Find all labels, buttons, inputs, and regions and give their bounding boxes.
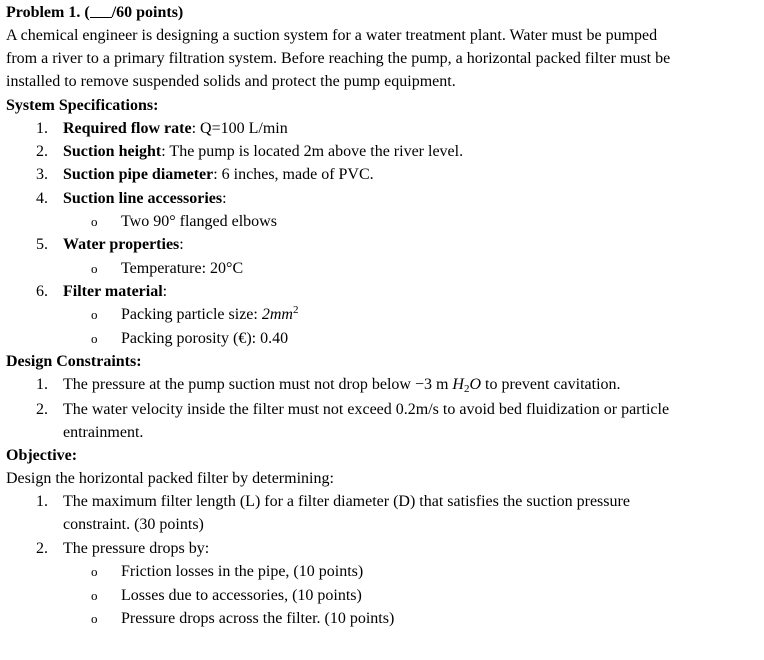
bullet-icon: o: [91, 588, 98, 603]
problem-label: Problem 1.: [6, 4, 81, 21]
points-open: (: [84, 4, 90, 21]
spec-label: Suction height: [63, 143, 162, 160]
constraint-text: The water velocity inside the filter must not exceed 0.2m/s to avoid bed fluidization or particle: [63, 401, 670, 418]
intro-line-1: A chemical engineer is designing a suction system for a water treatment plant. Water must be pumped: [6, 27, 658, 44]
spec-value: Q=100 L/min: [196, 120, 288, 137]
spec-sep: :: [161, 143, 166, 160]
bullet-icon: o: [91, 611, 98, 626]
constraint-text: The pressure at the pump suction must not drop below −3 m: [63, 376, 453, 393]
sub-item-text: Packing particle size:: [121, 306, 262, 323]
spec-label: Filter material: [63, 283, 163, 300]
spec-value: 6 inches, made of PVC.: [217, 166, 374, 183]
particle-size-exponent: 2: [292, 304, 299, 316]
objective-text: The maximum filter length (L) for a filter diameter (D) that satisfies the suction pressure: [63, 493, 630, 510]
sub-item-text: Losses due to accessories, (10 points): [121, 587, 362, 604]
sub-item-text: Temperature: 20°C: [121, 260, 244, 277]
spec-value: The pump is located 2m above the river level.: [165, 143, 464, 160]
water-formula-sub: 2: [463, 383, 470, 395]
constraint-number: 2.: [36, 401, 48, 418]
water-formula-o: O: [469, 376, 482, 393]
constraints-heading: Design Constraints:: [6, 353, 142, 370]
sub-item-text: Friction losses in the pipe, (10 points): [121, 563, 364, 580]
spec-number: 4.: [36, 190, 48, 207]
points-blank: [90, 3, 112, 18]
problem-title: [6, 3, 183, 23]
bullet-icon: o: [91, 307, 98, 322]
constraint-number: 1.: [36, 376, 48, 393]
particle-size-math: 2mm: [261, 306, 293, 323]
spec-sep: :: [179, 236, 184, 253]
water-formula-h: H: [452, 376, 464, 393]
specs-heading: System Specifications:: [6, 97, 159, 114]
spec-number: 5.: [36, 236, 48, 253]
objective-heading: Objective:: [6, 447, 78, 464]
objective-text-cont: constraint. (30 points): [63, 516, 204, 533]
sub-item-text: Packing porosity (€): 0.40: [121, 330, 289, 347]
constraint-text-end: to prevent cavitation.: [481, 376, 621, 393]
constraint-text-cont: entrainment.: [63, 424, 144, 441]
objective-number: 1.: [36, 493, 48, 510]
spec-number: 3.: [36, 166, 48, 183]
spec-label: Suction pipe diameter: [63, 166, 214, 183]
bullet-icon: o: [91, 261, 98, 276]
spec-sep: :: [222, 190, 227, 207]
spec-sep: :: [213, 166, 218, 183]
objective-intro: Design the horizontal packed filter by determining:: [6, 470, 334, 487]
spec-label: Required flow rate: [63, 120, 192, 137]
points-total: /60 points): [111, 4, 184, 21]
bullet-icon: o: [91, 331, 98, 346]
spec-label: Water properties: [63, 236, 180, 253]
objective-text: The pressure drops by:: [63, 540, 210, 557]
spec-label: Suction line accessories: [63, 190, 223, 207]
spec-sep: :: [162, 283, 168, 300]
spec-sep: :: [191, 120, 197, 137]
spec-number: 1.: [36, 120, 48, 137]
spec-number: 6.: [36, 283, 48, 300]
bullet-icon: o: [91, 564, 98, 579]
bullet-icon: o: [91, 214, 98, 229]
sub-item-text: Two 90° flanged elbows: [121, 213, 277, 230]
intro-line-3: installed to remove suspended solids and protect the pump equipment.: [6, 73, 456, 90]
sub-item-text: Pressure drops across the filter. (10 points): [121, 610, 395, 627]
spec-number: 2.: [36, 143, 48, 160]
objective-number: 2.: [36, 540, 48, 557]
intro-line-2: from a river to a primary filtration system. Before reaching the pump, a horizontal packed filter must be: [6, 50, 671, 67]
